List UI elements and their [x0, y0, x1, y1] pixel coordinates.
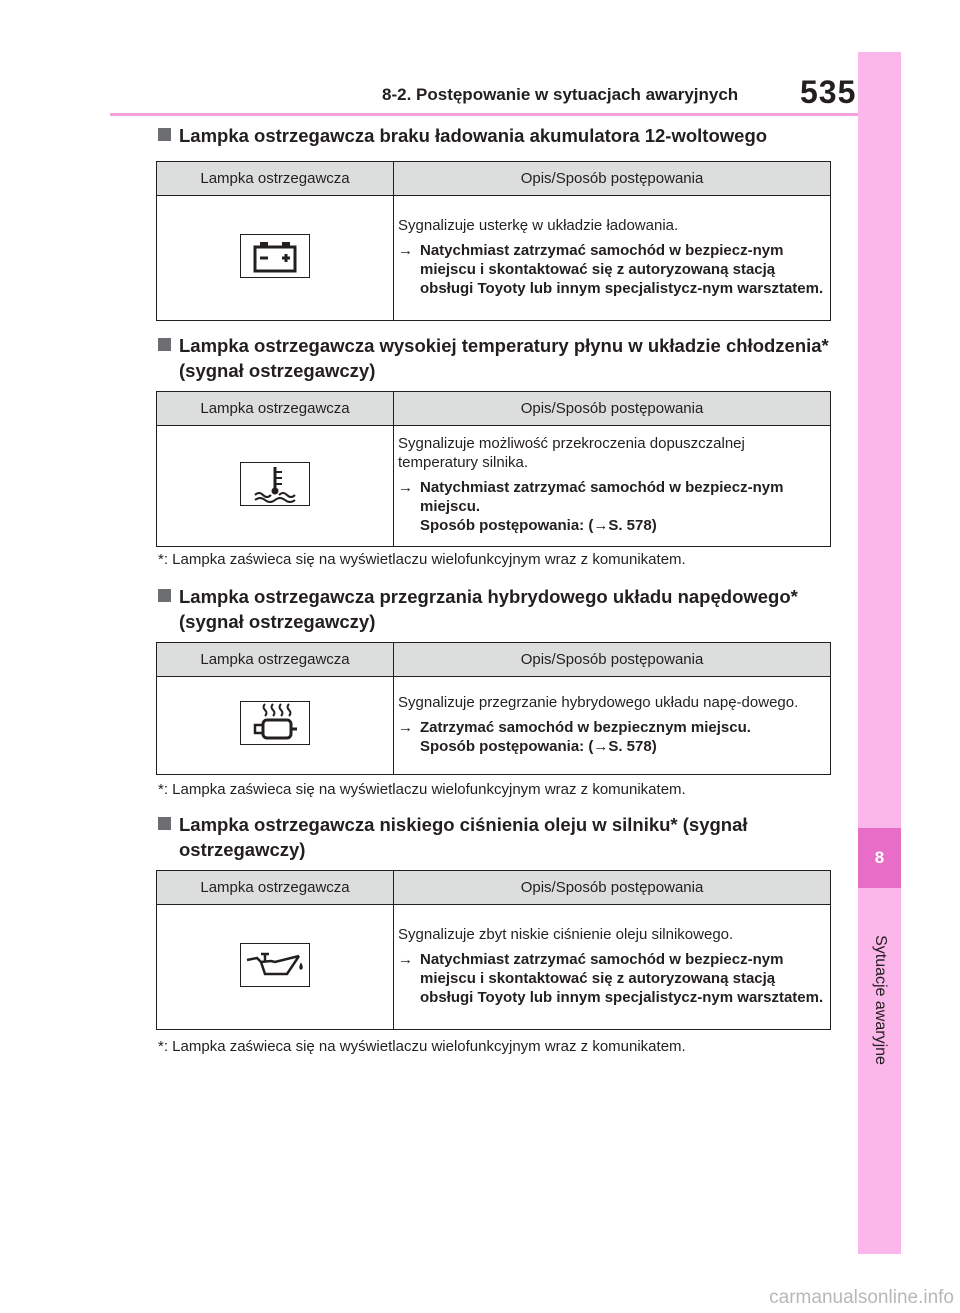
square-bullet-icon — [158, 128, 171, 141]
action-text: Natychmiast zatrzymać samochód w bezpiecz-nym miejscu i skontaktować się z autoryzowaną stacją obsługi Toyoty lub innym specjalistycz-nym warsztatem. — [420, 950, 824, 1006]
column-header-description: Opis/Sposób postępowania — [394, 392, 831, 426]
chapter-side-tab — [858, 52, 901, 1254]
arrow-icon: → — [398, 950, 413, 968]
hybrid-overheat-icon — [240, 701, 310, 745]
description-text: Sygnalizuje możliwość przekroczenia dopuszczalnej temperatury silnika. — [398, 435, 745, 471]
column-header-description: Opis/Sposób postępowania — [394, 871, 831, 905]
section-title-hybrid: Lampka ostrzegawcza przegrzania hybrydowego układu napędowego* (sygnał ostrzegawczy) — [158, 584, 838, 634]
description-text: Sygnalizuje usterkę w układzie ładowania. — [398, 216, 679, 234]
column-header-lamp: Lampka ostrzegawcza — [157, 392, 394, 426]
chapter-label: Sytuacje awaryjne — [872, 935, 889, 1065]
warning-table-coolant — [156, 391, 831, 547]
square-bullet-icon — [158, 338, 171, 351]
warning-table-oil — [156, 870, 831, 1030]
oil-pressure-icon — [240, 943, 310, 987]
arrow-icon: → — [398, 718, 413, 736]
arrow-icon: → — [398, 241, 413, 259]
column-header-lamp: Lampka ostrzegawcza — [157, 643, 394, 677]
arrow-icon: → — [398, 479, 413, 496]
chapter-number: 8 — [858, 828, 901, 888]
header-rule — [110, 113, 858, 116]
column-header-lamp: Lampka ostrzegawcza — [157, 162, 394, 196]
battery-icon — [240, 234, 310, 278]
section-title-coolant: Lampka ostrzegawcza wysokiej temperatury płynu w układzie chłodzenia* (sygnał ostrzegawczy) — [158, 333, 838, 383]
column-header-lamp: Lampka ostrzegawcza — [157, 871, 394, 905]
action-text: Zatrzymać samochód w bezpiecznym miejscu. — [420, 718, 751, 736]
page-reference: Sposób postępowania: (→S. 578) — [420, 737, 657, 755]
action-text: Natychmiast zatrzymać samochód w bezpiecz-nym miejscu. — [420, 479, 784, 515]
column-header-description: Opis/Sposób postępowania — [394, 162, 831, 196]
description-text: Sygnalizuje zbyt niskie ciśnienie oleju silnikowego. — [398, 925, 734, 943]
footnote: *: Lampka zaświeca się na wyświetlaczu wielofunkcyjnym wraz z komunikatem. — [158, 551, 686, 568]
coolant-temperature-icon — [240, 462, 310, 506]
section-title-battery: Lampka ostrzegawcza braku ładowania akumulatora 12-woltowego — [158, 123, 838, 148]
square-bullet-icon — [158, 817, 171, 830]
page-reference: Sposób postępowania: (→S. 578) — [420, 517, 657, 534]
column-header-description: Opis/Sposób postępowania — [394, 643, 831, 677]
warning-table-hybrid — [156, 642, 831, 775]
section-title-oil: Lampka ostrzegawcza niskiego ciśnienia oleju w silniku* (sygnał ostrzegawczy) — [158, 812, 838, 862]
footnote: *: Lampka zaświeca się na wyświetlaczu wielofunkcyjnym wraz z komunikatem. — [158, 1038, 686, 1055]
description-text: Sygnalizuje przegrzanie hybrydowego układu napę-dowego. — [398, 693, 799, 711]
footnote: *: Lampka zaświeca się na wyświetlaczu wielofunkcyjnym wraz z komunikatem. — [158, 781, 686, 798]
running-header: 8-2. Postępowanie w sytuacjach awaryjnych — [382, 85, 739, 104]
warning-table-battery — [156, 161, 831, 321]
action-text: Natychmiast zatrzymać samochód w bezpiecz-nym miejscu i skontaktować się z autoryzowaną stacją obsługi Toyoty lub innym specjalistycz-nym warsztatem. — [420, 241, 824, 297]
watermark: carmanualsonline.info — [769, 1287, 954, 1308]
square-bullet-icon — [158, 589, 171, 602]
page-number: 535 — [800, 74, 857, 110]
